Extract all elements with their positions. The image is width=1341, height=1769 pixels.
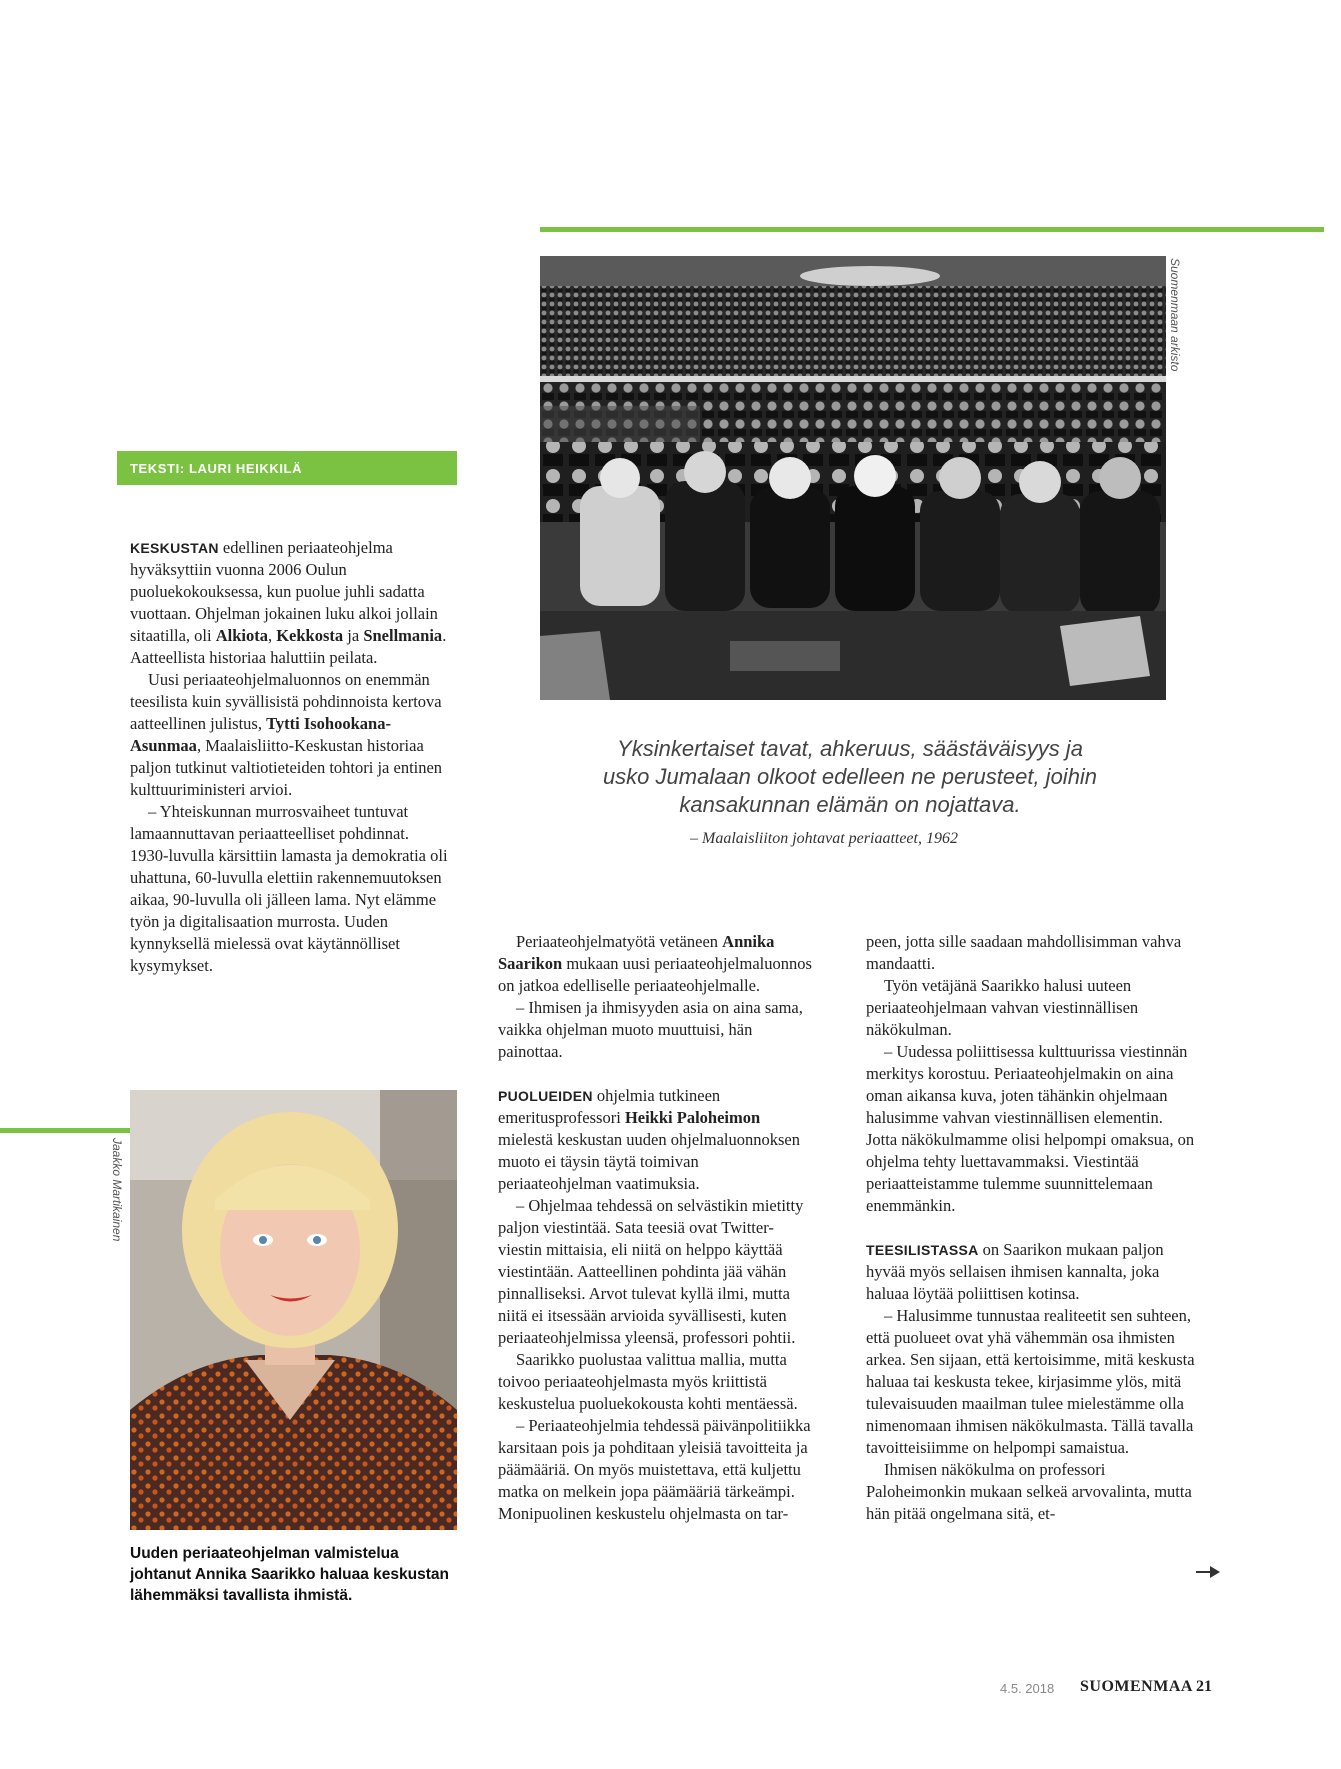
col3-text: on Saarikon mukaan paljon hyvää myös sellaisen ihmisen kannalta, joka haluaa löytää poliittisen kotinsa. xyxy=(866,1240,1164,1303)
name-snellman: Snellmania xyxy=(363,626,443,645)
pull-quote xyxy=(560,735,1140,819)
col2-paragraph-6: – Periaateohjelmia tehdessä päivänpolitiikka karsitaan pois ja pohditaan yleisiä tavoitteita ja päämääriä. On myös muistettava, että kuljettu matka on melkein jopa päämääriä tärkeämpi. Monipuolinen keskustelu ohjelmasta on tar- xyxy=(498,1416,811,1523)
footer-page-number: 21 xyxy=(1196,1678,1212,1695)
continue-arrow-icon xyxy=(1196,1563,1220,1575)
col1-text: ja xyxy=(343,626,364,645)
col1-paragraph-1 xyxy=(130,537,450,669)
col3-paragraph-4 xyxy=(866,1239,1196,1305)
quote-line-1: Yksinkertaiset tavat, ahkeruus, säästäväisyys ja xyxy=(617,736,1083,761)
col1-text: . Aatteellista historiaa haluttiin peilata. xyxy=(130,626,447,667)
crowd-photo-illustration xyxy=(540,256,1166,700)
col1-text: , Maalaisliitto-Keskustan historiaa paljon tutkinut valtiotieteiden tohtori ja entinen kulttuuriministeri arvioi. xyxy=(130,736,443,799)
name-alkio: Alkiota xyxy=(215,626,268,645)
col1-paragraph-3: – Yhteiskunnan murrosvaiheet tuntuvat lamaannuttavan periaatteelliset pohdinnat. 1930-luvulla kärsittiin lamasta ja demokratia oli uhattuna, 60-luvulla elettiin rakennemuutoksen aikaa, 90-luvulla oli jälleen lama. Nyt elämme työn ja digitalisaation murrosta. Uuden kynnyksellä mielessä ovat käytännölliset kysymykset. xyxy=(130,802,448,975)
col3-paragraph-6: Ihmisen näkökulma on professori Paloheimonkin mukaan selkeä arvovalinta, mutta hän pitää ongelmana sitä, et- xyxy=(866,1460,1192,1523)
col3-paragraph-2: Työn vetäjänä Saarikko halusi uuteen periaateohjelmaan vahvan viestinnällisen näkökulman. xyxy=(866,976,1139,1039)
col3-paragraph-5: – Halusimme tunnustaa realiteetit sen suhteen, että puolueet ovat yhä vähemmän osa ihmisten arkea. Sen sijaan, että kertoisimme, mitä keskusta haluaa tai keskusta tekee, kirjasimme ylös, mitä tulevaisuuden maailman tulee mielestämme olla nimenomaan ihmisen näkökulmasta. Tällä tavalla tavoitteisiimme on helpompi samaistua. xyxy=(866,1306,1195,1457)
name-saarikko: Annika Saarikon xyxy=(498,932,775,973)
col3-paragraph-1: peen, jotta sille saadaan mahdollisimman vahva mandaatti. xyxy=(866,932,1182,973)
col1-paragraph-2 xyxy=(130,669,450,801)
portrait-caption: Uuden periaateohjelman valmistelua johtanut Annika Saarikko haluaa keskustan lähemmäksi tavallista ihmistä. xyxy=(130,1545,449,1604)
col2-text: mielestä keskustan uuden ohjelmaluonnoksen muoto ei täysin täytä toimivan periaateohjelman vaatimuksia. xyxy=(498,1130,800,1193)
col1-text: edellinen periaateohjelma hyväksyttiin vuonna 2006 Oulun puoluekokouksessa, kun puolue juhli sadatta vuottaan. Ohjelman jokainen luku alkoi jollain sitaatilla, oli xyxy=(130,538,438,645)
col2-text: ohjelmia tutkineen emeritusprofessori xyxy=(498,1086,721,1127)
quote-line-3: kansakunnan elämän on nojattava. xyxy=(679,792,1021,817)
column-1 xyxy=(130,537,450,977)
col3-paragraph-3: – Uudessa poliittisessa kulttuurissa viestinnän merkitys korostuu. Periaateohjelmakin on aina oman aikansa kuva, joten tähänkin ohjelmaan halusimme vahvan viestinnällisen elementin. Jotta näkökulmamme olisi helpompi omaksua, on ohjelma tehty luettavammaksi. Viestintää periaatteistamme tulemme suunnittelemaan enemmänkin. xyxy=(866,1042,1195,1215)
col2-paragraph-3 xyxy=(498,1085,816,1195)
col3-lead-in: TEESILISTASSA xyxy=(866,1242,979,1258)
name-isohookana-asunmaa: Tytti Isohookana-Asunmaa xyxy=(130,714,391,755)
top-photo-credit: Suomenmaan arkisto xyxy=(1168,258,1182,372)
portrait-illustration xyxy=(130,1090,457,1530)
portrait-photo xyxy=(130,1090,457,1530)
col2-paragraph-5: Saarikko puolustaa valittua mallia, mutta toivoo periaateohjelmasta myös kriittistä keskustelua puoluekokousta kohti mentäessä. xyxy=(498,1350,798,1413)
name-paloheimo: Heikki Paloheimon xyxy=(624,1108,761,1127)
col2-text: mukaan uusi periaateohjelmaluonnos on jatkoa edelliselle periaateohjelmalle. xyxy=(498,954,812,995)
quote-attribution: – Maalaisliiton johtavat periaatteet, 1962 xyxy=(690,830,958,847)
top-accent-rule xyxy=(540,227,1324,232)
col1-text: , xyxy=(267,626,277,645)
byline-label: TEKSTI: LAURI HEIKKILÄ xyxy=(130,461,303,476)
col1-text: Uusi periaateohjelmaluonnos on enemmän teesilista kuin syvällisistä pohdinnoista kertova aatteellinen julistus, xyxy=(130,670,442,733)
column-2 xyxy=(498,931,816,1525)
col2-lead-in: PUOLUEIDEN xyxy=(498,1088,593,1104)
archive-crowd-photo xyxy=(540,256,1166,700)
column-3 xyxy=(866,931,1196,1525)
portrait-photo-credit: Jaakko Martikainen xyxy=(110,1138,124,1242)
footer-date: 4.5. 2018 xyxy=(1000,1681,1055,1696)
col2-paragraph-1 xyxy=(498,931,816,997)
col2-paragraph-4: – Ohjelmaa tehdessä on selvästikin mietitty paljon viestintää. Sata teesiä ovat Twitter-viestin mittaisia, eli niitä on helppo käyttää viestintään. Aatteellinen pohdinta jää vähän pinnalliseksi. Arvot tulevat kyllä ilmi, mutta niitä ei itsessään arvioida syvällisesti, kuten periaateohjelmissa yleensä, professori pohtii. xyxy=(498,1196,804,1347)
footer-magazine-name: SUOMENMAA xyxy=(1080,1678,1193,1695)
quote-line-2: usko Jumalaan olkoot edelleen ne perusteet, joihin xyxy=(602,764,1098,789)
col2-text: Periaateohjelmatyötä vetäneen xyxy=(516,932,723,951)
col1-lead-in: KESKUSTAN xyxy=(130,540,219,556)
portrait-accent-rule xyxy=(0,1128,135,1133)
name-kekkonen: Kekkosta xyxy=(276,626,344,645)
col2-paragraph-2: – Ihmisen ja ihmisyyden asia on aina sama, vaikka ohjelman muoto muuttuisi, hän painottaa. xyxy=(498,998,803,1061)
